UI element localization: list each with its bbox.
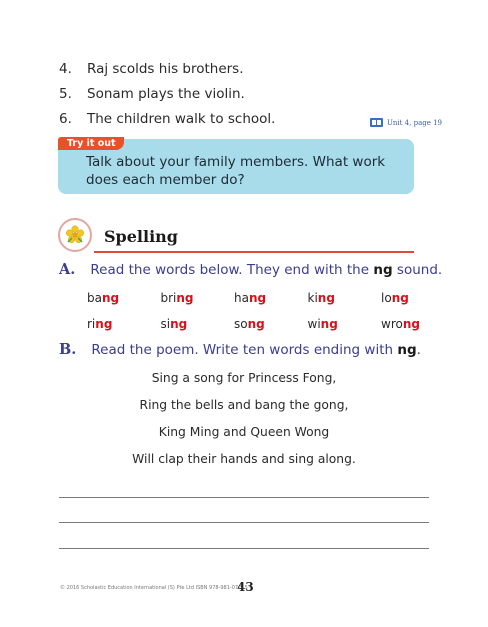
word-ending: ng — [247, 317, 265, 331]
word-stem: bri — [160, 291, 177, 305]
try-it-out-tab: Try it out — [58, 137, 124, 150]
word-stem: ki — [307, 291, 318, 305]
word-ending: ng — [402, 317, 420, 331]
sentence-number: 5. — [59, 85, 72, 102]
section-a-heading — [59, 259, 442, 278]
sentence-item — [59, 106, 275, 131]
sentence-number: 6. — [59, 110, 72, 127]
word-ending: ng — [170, 317, 188, 331]
sentence-text: Sonam plays the violin. — [87, 85, 245, 102]
instruction-text: Read the poem. Write ten words ending with — [91, 342, 398, 358]
word — [87, 291, 161, 305]
spelling-title: Spelling — [104, 227, 178, 246]
word — [381, 291, 409, 305]
word — [87, 317, 161, 331]
section-a-instruction — [90, 262, 442, 278]
instruction-text: . — [416, 342, 421, 358]
word — [308, 291, 382, 305]
word — [381, 317, 420, 331]
section-b-label: B. — [59, 341, 77, 358]
writing-line[interactable] — [59, 497, 429, 498]
word-ending: ng — [248, 291, 267, 305]
sentence-item — [59, 56, 275, 81]
word-ending: ng — [320, 317, 338, 331]
unit-reference — [370, 118, 442, 127]
writing-line[interactable] — [59, 522, 429, 523]
sentence-text: The children walk to school. — [87, 110, 276, 127]
word-ending: ng — [317, 291, 335, 305]
word-ending: ng — [391, 291, 409, 305]
instruction-text: sound. — [392, 262, 443, 278]
word — [234, 317, 308, 331]
writing-line[interactable] — [59, 548, 429, 549]
sentence-text: Raj scolds his brothers. — [87, 60, 244, 77]
section-b-heading — [59, 339, 421, 358]
flower-icon — [64, 224, 86, 246]
copyright-footer: © 2016 Scholastic Education International (S) Pte Ltd ISBN 978-981-07-5 5 — [60, 585, 248, 591]
section-b-instruction — [91, 342, 421, 358]
poem-line: King Ming and Queen Wong — [158, 425, 330, 439]
poem-line: Ring the bells and bang the gong, — [139, 398, 349, 412]
instruction-text: Read the words below. They end with the — [90, 262, 374, 278]
word-row — [87, 285, 422, 311]
word-stem: ri — [87, 317, 96, 331]
word — [161, 291, 235, 305]
try-it-out-text: Talk about your family members. What work does each member do? — [86, 154, 386, 188]
book-icon — [370, 118, 383, 127]
sentence-item — [59, 81, 275, 106]
spelling-divider — [94, 251, 414, 253]
spelling-badge — [58, 218, 92, 252]
word-stem: ba — [87, 291, 102, 305]
word — [234, 291, 308, 305]
word-stem: wi — [307, 317, 321, 331]
word-ending: ng — [95, 317, 113, 331]
page-number: 43 — [237, 580, 254, 594]
word-ending: ng — [101, 291, 120, 305]
unit-reference-text: Unit 4, page 19 — [387, 118, 442, 127]
word-stem: lo — [381, 291, 392, 305]
poem — [59, 365, 429, 473]
word-stem: so — [234, 317, 248, 331]
word-row — [87, 311, 422, 337]
instruction-highlight: ng — [397, 342, 417, 358]
section-a-label: A. — [59, 261, 76, 278]
word-stem: ha — [234, 291, 249, 305]
word-stem: wro — [381, 317, 403, 331]
instruction-highlight: ng — [373, 262, 393, 278]
poem-line: Sing a song for Princess Fong, — [151, 371, 337, 385]
word-stem: si — [160, 317, 171, 331]
sentence-list — [59, 56, 275, 131]
word-grid — [87, 285, 422, 337]
word-ending: ng — [176, 291, 194, 305]
poem-line: Will clap their hands and sing along. — [132, 452, 356, 466]
word — [161, 317, 235, 331]
word — [308, 317, 382, 331]
sentence-number: 4. — [59, 60, 72, 77]
